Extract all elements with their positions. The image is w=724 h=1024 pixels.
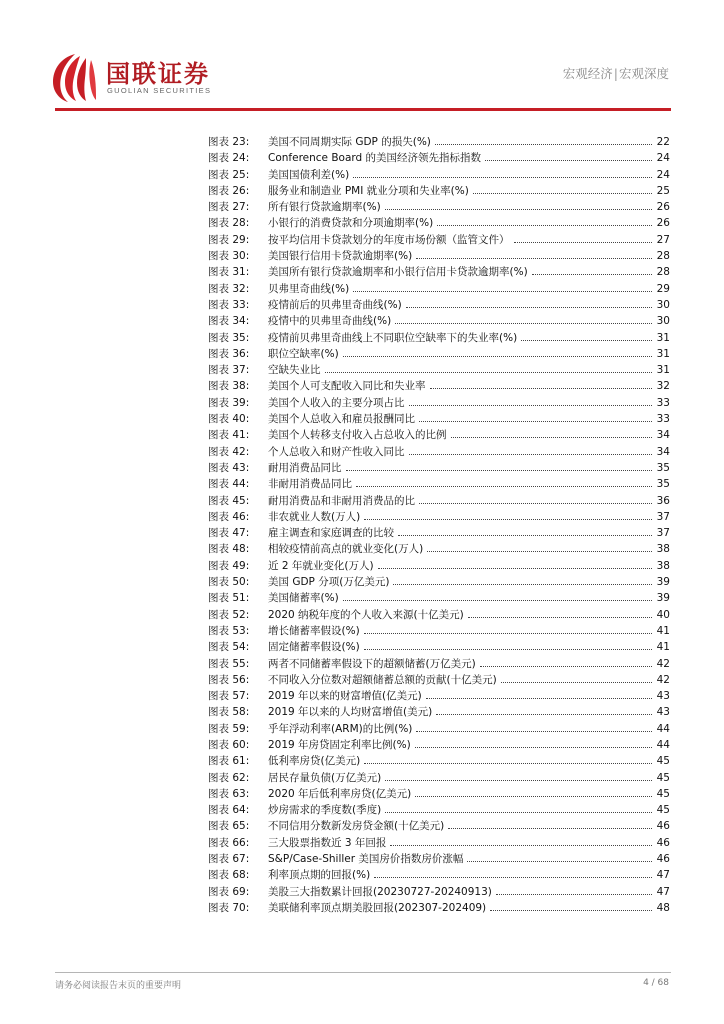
toc-entry-label: 图表 30:: [208, 250, 250, 263]
toc-entry-page: 24: [656, 168, 670, 181]
toc-entry-page: 41: [656, 641, 670, 654]
toc-entry[interactable]: [208, 672, 670, 688]
toc-dot-leader: [415, 747, 652, 748]
toc-entry-page: 37: [656, 527, 670, 540]
toc-entry-label: 图表 31:: [208, 266, 250, 279]
toc-entry-label: 图表 44:: [208, 478, 250, 491]
toc-entry[interactable]: [208, 574, 670, 590]
toc-dot-leader: [430, 388, 653, 389]
toc-dot-leader: [468, 617, 652, 618]
toc-entry[interactable]: [208, 493, 670, 509]
footer-disclaimer: 请务必阅读报告末页的重要声明: [55, 981, 182, 991]
toc-entry-label: 图表 49:: [208, 559, 250, 572]
toc-dot-leader: [415, 796, 652, 797]
toc-entry-title: 耐用消费品同比: [268, 461, 342, 474]
toc-entry[interactable]: [208, 411, 670, 427]
toc-entry[interactable]: [208, 721, 670, 737]
logo-emblem-icon: [50, 50, 100, 105]
subcategory-label: 宏观深度: [618, 66, 669, 81]
toc-entry-label: 图表 56:: [208, 673, 250, 686]
toc-entry-title: 所有银行贷款逾期率(%): [268, 201, 381, 214]
page-header: [0, 0, 724, 115]
toc-entry[interactable]: [208, 330, 670, 346]
footer-divider: [55, 972, 671, 973]
toc-entry[interactable]: [208, 607, 670, 623]
toc-entry-label: 图表 43:: [208, 461, 250, 474]
toc-entry-page: 34: [656, 445, 670, 458]
toc-entry-page: 46: [656, 836, 670, 849]
toc-entry-page: 35: [656, 478, 670, 491]
toc-dot-leader: [343, 600, 652, 601]
toc-entry-page: 30: [656, 298, 670, 311]
toc-entry-page: 43: [656, 690, 670, 703]
toc-dot-leader: [346, 470, 653, 471]
toc-entry[interactable]: [208, 590, 670, 606]
toc-dot-leader: [467, 861, 652, 862]
toc-entry[interactable]: [208, 770, 670, 786]
toc-dot-leader: [364, 763, 652, 764]
toc-entry-title: 2019 年以来的人均财富增值(美元): [268, 706, 433, 719]
toc-entry-page: 27: [656, 233, 670, 246]
toc-entry-label: 图表 67:: [208, 853, 250, 866]
toc-entry[interactable]: [208, 150, 670, 166]
toc-entry-label: 图表 28:: [208, 217, 250, 230]
toc-entry[interactable]: [208, 395, 670, 411]
toc-entry-page: 47: [656, 885, 670, 898]
toc-entry-title: 按平均信用卡贷款划分的年度市场份额（监管文件）: [268, 233, 510, 246]
toc-entry[interactable]: [208, 215, 670, 231]
toc-entry[interactable]: [208, 884, 670, 900]
logo-chinese-name: 国联证券: [106, 60, 210, 88]
toc-entry-page: 48: [656, 901, 670, 914]
toc-entry-title: 美国 GDP 分项(万亿美元): [268, 576, 390, 589]
toc-entry-label: 图表 52:: [208, 608, 250, 621]
toc-entry-title: 空缺失业比: [268, 364, 321, 377]
toc-entry-page: 45: [656, 804, 670, 817]
toc-entry-label: 图表 38:: [208, 380, 250, 393]
toc-entry-label: 图表 58:: [208, 706, 250, 719]
toc-entry-page: 46: [656, 853, 670, 866]
toc-entry-label: 图表 57:: [208, 690, 250, 703]
toc-entry[interactable]: [208, 867, 670, 883]
toc-entry-label: 图表 32:: [208, 282, 250, 295]
toc-entry-title: 固定储蓄率假设(%): [268, 641, 360, 654]
toc-dot-leader: [514, 242, 653, 243]
toc-entry[interactable]: [208, 313, 670, 329]
toc-entry[interactable]: [208, 835, 670, 851]
toc-entry-page: 28: [656, 266, 670, 279]
toc-entry-label: 图表 45:: [208, 494, 250, 507]
logo-english-name: GUOLIAN SECURITIES: [107, 86, 212, 95]
toc-entry[interactable]: [208, 281, 670, 297]
toc-entry-label: 图表 35:: [208, 331, 250, 344]
toc-entry-page: 31: [656, 331, 670, 344]
toc-entry-label: 图表 48:: [208, 543, 250, 556]
toc-entry-title: 服务业和制造业 PMI 就业分项和失业率(%): [268, 184, 469, 197]
toc-dot-leader: [419, 421, 652, 422]
toc-entry-page: 25: [656, 184, 670, 197]
toc-dot-leader: [521, 340, 652, 341]
toc-entry[interactable]: [208, 851, 670, 867]
toc-dot-leader: [325, 372, 653, 373]
toc-dot-leader: [353, 291, 652, 292]
toc-entry-label: 图表 27:: [208, 201, 250, 214]
toc-entry-title: 2020 纳税年度的个人收入来源(十亿美元): [268, 608, 464, 621]
toc-dot-leader: [385, 812, 652, 813]
toc-dot-leader: [435, 144, 652, 145]
toc-entry[interactable]: [208, 183, 670, 199]
toc-entry-label: 图表 26:: [208, 184, 250, 197]
toc-entry-page: 33: [656, 413, 670, 426]
toc-entry-label: 图表 23:: [208, 136, 250, 148]
toc-entry[interactable]: [208, 199, 670, 215]
toc-entry-page: 26: [656, 201, 670, 214]
toc-entry[interactable]: [208, 460, 670, 476]
toc-entry-label: 图表 64:: [208, 804, 250, 817]
toc-entry[interactable]: [208, 623, 670, 639]
toc-entry[interactable]: [208, 248, 670, 264]
toc-dot-leader: [416, 731, 652, 732]
toc-entry-title: 2020 年后低利率房贷(亿美元): [268, 787, 412, 800]
toc-entry-title: 雇主调查和家庭调查的比较: [268, 527, 394, 540]
toc-entry[interactable]: [208, 656, 670, 672]
toc-dot-leader: [480, 666, 652, 667]
page-number: 4 / 68: [643, 978, 669, 988]
toc-entry-label: 图表 59:: [208, 722, 250, 735]
toc-dot-leader: [496, 894, 652, 895]
toc-dot-leader: [374, 877, 652, 878]
toc-entry-page: 44: [656, 722, 670, 735]
toc-entry[interactable]: [208, 900, 670, 916]
toc-dot-leader: [451, 437, 653, 438]
toc-entry-title: 美国个人转移支付收入占总收入的比例: [268, 429, 447, 442]
toc-entry-title: 小银行的消费贷款和分项逾期率(%): [268, 217, 434, 230]
toc-entry-page: 39: [656, 592, 670, 605]
toc-dot-leader: [378, 568, 652, 569]
toc-entry-title: 近 2 年就业变化(万人): [268, 559, 374, 572]
toc-entry-title: 个人总收入和财产性收入同比: [268, 445, 405, 458]
toc-entry-title: 美国银行信用卡贷款逾期率(%): [268, 250, 413, 263]
toc-entry[interactable]: [208, 362, 670, 378]
toc-entry-page: 45: [656, 787, 670, 800]
toc-entry-page: 22: [656, 136, 670, 148]
toc-dot-leader: [437, 225, 652, 226]
toc-entry[interactable]: [208, 753, 670, 769]
toc-dot-leader: [448, 828, 652, 829]
toc-dot-leader: [490, 910, 652, 911]
toc-entry-page: 46: [656, 820, 670, 833]
toc-entry[interactable]: [208, 818, 670, 834]
toc-entry-label: 图表 66:: [208, 836, 250, 849]
toc-entry-page: 24: [656, 152, 670, 165]
toc-dot-leader: [426, 698, 652, 699]
toc-entry-label: 图表 41:: [208, 429, 250, 442]
toc-entry-page: 35: [656, 461, 670, 474]
toc-entry-title: 耐用消费品和非耐用消费品的比: [268, 494, 415, 507]
toc-entry-label: 图表 37:: [208, 364, 250, 377]
toc-entry[interactable]: [208, 476, 670, 492]
toc-entry[interactable]: [208, 167, 670, 183]
toc-entry-title: 两者不同储蓄率假设下的超额储蓄(万亿美元): [268, 657, 476, 670]
toc-entry-label: 图表 51:: [208, 592, 250, 605]
toc-entry-page: 40: [656, 608, 670, 621]
toc-dot-leader: [353, 177, 652, 178]
toc-entry-page: 44: [656, 738, 670, 751]
toc-entry[interactable]: [208, 786, 670, 802]
toc-entry[interactable]: [208, 232, 670, 248]
toc-entry[interactable]: [208, 688, 670, 704]
toc-entry-title: 疫情前贝弗里奇曲线上不同职位空缺率下的失业率(%): [268, 331, 518, 344]
toc-entry-page: 41: [656, 624, 670, 637]
toc-dot-leader: [473, 193, 652, 194]
toc-entry-title: 不同收入分位数对超额储蓄总额的贡献(十亿美元): [268, 673, 497, 686]
toc-entry-title: 美国个人收入的主要分项占比: [268, 396, 405, 409]
toc-dot-leader: [364, 649, 652, 650]
toc-entry-label: 图表 46:: [208, 510, 250, 523]
toc-entry-page: 43: [656, 706, 670, 719]
table-of-figures: [208, 134, 670, 916]
toc-dot-leader: [364, 633, 652, 634]
toc-dot-leader: [398, 535, 652, 536]
toc-entry[interactable]: [208, 378, 670, 394]
toc-entry-title: 美国个人可支配收入同比和失业率: [268, 380, 426, 393]
toc-entry-label: 图表 24:: [208, 152, 250, 165]
toc-entry-label: 图表 50:: [208, 576, 250, 589]
toc-entry-title: 非农就业人数(万人): [268, 510, 361, 523]
toc-entry-label: 图表 29:: [208, 233, 250, 246]
toc-dot-leader: [436, 714, 652, 715]
toc-entry-label: 图表 62:: [208, 771, 250, 784]
toc-dot-leader: [485, 160, 652, 161]
toc-entry-page: 26: [656, 217, 670, 230]
toc-entry-title: 增长储蓄率假设(%): [268, 624, 360, 637]
toc-entry-title: 贝弗里奇曲线(%): [268, 282, 350, 295]
toc-entry-label: 图表 47:: [208, 527, 250, 540]
toc-dot-leader: [427, 551, 652, 552]
toc-dot-leader: [501, 682, 652, 683]
toc-entry[interactable]: [208, 558, 670, 574]
toc-entry-title: 疫情前后的贝弗里奇曲线(%): [268, 298, 402, 311]
company-logo: [50, 50, 250, 105]
toc-entry-page: 34: [656, 429, 670, 442]
toc-entry-label: 图表 42:: [208, 445, 250, 458]
toc-entry-title: 居民存量负债(万亿美元): [268, 771, 382, 784]
category-separator: |: [613, 66, 618, 81]
toc-entry-page: 38: [656, 559, 670, 572]
toc-entry-title: 相较疫情前高点的就业变化(万人): [268, 543, 424, 556]
toc-entry[interactable]: [208, 427, 670, 443]
toc-dot-leader: [419, 503, 652, 504]
category-label: 宏观经济: [562, 66, 613, 81]
toc-entry-page: 29: [656, 282, 670, 295]
toc-entry-title: 职位空缺率(%): [268, 347, 339, 360]
toc-entry-label: 图表 65:: [208, 820, 250, 833]
toc-entry-title: 2019 年以来的财富增值(亿美元): [268, 690, 422, 703]
toc-entry-page: 42: [656, 673, 670, 686]
toc-entry-page: 33: [656, 396, 670, 409]
toc-entry-title: 利率顶点期的回报(%): [268, 869, 371, 882]
toc-entry-page: 37: [656, 510, 670, 523]
toc-entry-title: 美联储利率顶点期美股回报(202307-202409): [268, 901, 487, 914]
toc-dot-leader: [390, 845, 652, 846]
toc-entry-label: 图表 25:: [208, 168, 250, 181]
toc-entry-page: 31: [656, 364, 670, 377]
toc-entry[interactable]: [208, 264, 670, 280]
toc-dot-leader: [409, 454, 653, 455]
toc-entry-label: 图表 55:: [208, 657, 250, 670]
toc-entry-label: 图表 69:: [208, 885, 250, 898]
toc-entry-title: 炒房需求的季度数(季度): [268, 804, 382, 817]
toc-entry-label: 图表 40:: [208, 413, 250, 426]
toc-entry-title: 乎年浮动利率(ARM)的比例(%): [268, 722, 413, 735]
toc-entry-title: 2019 年房贷固定利率比例(%): [268, 738, 411, 751]
toc-dot-leader: [385, 209, 652, 210]
toc-entry-page: 45: [656, 771, 670, 784]
toc-entry[interactable]: [208, 737, 670, 753]
toc-entry[interactable]: [208, 541, 670, 557]
toc-dot-leader: [364, 519, 652, 520]
toc-entry-title: S&P/Case-Shiller 美国房价指数房价涨幅: [268, 853, 464, 866]
toc-entry-label: 图表 34:: [208, 315, 250, 328]
toc-entry-page: 45: [656, 755, 670, 768]
toc-dot-leader: [393, 584, 652, 585]
toc-entry-page: 30: [656, 315, 670, 328]
toc-entry[interactable]: [208, 134, 670, 150]
toc-entry-title: 低利率房贷(亿美元): [268, 755, 361, 768]
toc-entry[interactable]: [208, 346, 670, 362]
header-divider: [55, 108, 671, 111]
toc-entry-title: Conference Board 的美国经济领先指标指数: [268, 152, 482, 165]
toc-entry-label: 图表 36:: [208, 347, 250, 360]
toc-entry[interactable]: [208, 704, 670, 720]
toc-entry-label: 图表 63:: [208, 787, 250, 800]
toc-entry-label: 图表 33:: [208, 298, 250, 311]
toc-entry[interactable]: [208, 509, 670, 525]
toc-entry[interactable]: [208, 639, 670, 655]
toc-entry-title: 美国国债利差(%): [268, 168, 350, 181]
toc-entry[interactable]: [208, 525, 670, 541]
toc-entry-label: 图表 68:: [208, 869, 250, 882]
toc-entry[interactable]: [208, 444, 670, 460]
toc-entry-label: 图表 54:: [208, 641, 250, 654]
toc-entry-page: 39: [656, 576, 670, 589]
toc-entry-title: 非耐用消费品同比: [268, 478, 352, 491]
toc-entry-title: 美国个人总收入和雇员报酬同比: [268, 413, 415, 426]
toc-entry[interactable]: [208, 802, 670, 818]
toc-entry-page: 47: [656, 869, 670, 882]
toc-dot-leader: [343, 356, 652, 357]
toc-entry-title: 三大股票指数近 3 年回报: [268, 836, 387, 849]
toc-entry-page: 38: [656, 543, 670, 556]
toc-dot-leader: [532, 274, 652, 275]
toc-entry-page: 36: [656, 494, 670, 507]
toc-dot-leader: [409, 405, 653, 406]
toc-entry-title: 疫情中的贝弗里奇曲线(%): [268, 315, 392, 328]
toc-entry-title: 美国储蓄率(%): [268, 592, 339, 605]
header-category: [563, 64, 669, 82]
toc-entry-title: 美股三大指数累计回报(20230727-20240913): [268, 885, 492, 898]
toc-entry-page: 32: [656, 380, 670, 393]
toc-entry-label: 图表 60:: [208, 738, 250, 751]
toc-entry-title: 美国所有银行贷款逾期率和小银行信用卡贷款逾期率(%): [268, 266, 528, 279]
toc-dot-leader: [395, 323, 652, 324]
toc-entry-title: 不同信用分数新发房贷金额(十亿美元): [268, 820, 445, 833]
toc-entry-page: 28: [656, 250, 670, 263]
toc-entry[interactable]: [208, 297, 670, 313]
toc-entry-label: 图表 53:: [208, 624, 250, 637]
toc-entry-label: 图表 61:: [208, 755, 250, 768]
toc-entry-title: 美国不同周期实际 GDP 的损失(%): [268, 136, 431, 148]
toc-entry-label: 图表 70:: [208, 901, 250, 914]
toc-dot-leader: [385, 780, 652, 781]
toc-entry-page: 42: [656, 657, 670, 670]
toc-entry-label: 图表 39:: [208, 396, 250, 409]
toc-entry-page: 31: [656, 347, 670, 360]
toc-dot-leader: [356, 486, 652, 487]
toc-dot-leader: [416, 258, 652, 259]
toc-dot-leader: [406, 307, 652, 308]
